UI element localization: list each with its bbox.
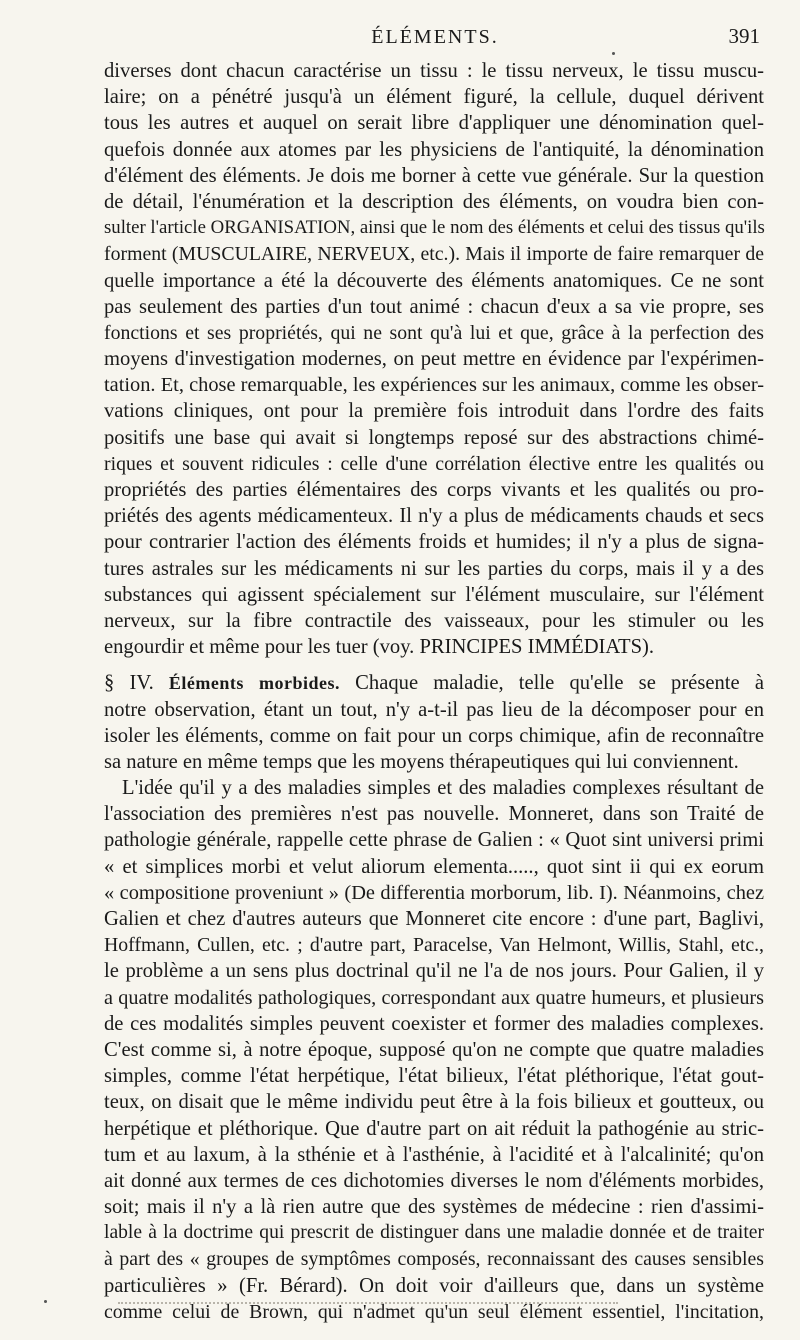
text-line: diverses dont chacun caractérise un tissu : le tissu nerveux, le tissu muscu- [104,60,764,82]
text-line: propriétés des parties élémentaires des corps vivants et les qualités ou pro- [104,479,764,501]
text-line: ait donné aux termes de ces dichotomies diverses le nom d'éléments morbides, [104,1169,764,1192]
text-run: Chaque maladie, telle qu'elle se présente à [355,672,764,695]
paragraph-3 [104,775,764,1325]
text-line: engourdir et même pour les tuer (voy. PRINCIPES IMMÉDIATS). [104,636,655,659]
text-line: d'élément des éléments. Je dois me borner à cette vue générale. Sur la question [104,164,764,187]
section-title: Éléments morbides. [168,673,340,694]
running-title: ÉLÉMENTS. [371,26,499,48]
section-heading-line [104,670,764,696]
text-line: tum et au laxum, à la sthénie et à l'asthénie, à l'acidité et à l'alcalinité; qu'on [104,1143,764,1166]
text-line: le problème a un sens plus doctrinal qu'il ne l'a de nos jours. Pour Galien, il y [104,960,764,983]
text-line: tous les autres et auquel on serait libre d'appliquer une dénomination quel- [104,112,764,135]
text-line: laire; on a pénétré jusqu'à un élément figuré, la cellule, duquel dérivent [104,86,764,109]
text-line: Galien et chez d'autres auteurs que Monneret cite encore : d'une part, Baglivi, [104,908,764,930]
text-line: quefois donnée aux atomes par les physiciens de l'antiquité, la dénomination [104,138,764,161]
print-speck [612,52,615,55]
text-line: Hoffmann, Cullen, etc. ; d'autre part, Paracelse, Van Helmont, Willis, Stahl, etc., [104,934,764,957]
text-line: sa nature en même temps que les moyens thérapeutiques qui lui conviennent. [104,750,739,773]
text-line: L'idée qu'il y a des maladies simples et des maladies complexes résultant de [122,777,764,800]
text-line: positifs une base qui avait si longtemps reposé sur des abstractions chimé- [104,426,764,449]
text-line: à part des « groupes de symptômes composés, reconnaissant des causes sensibles [104,1248,764,1271]
running-header [100,22,770,52]
section-number: § IV. [104,672,154,695]
text-line: notre observation, étant un tout, n'y a-t-il pas lieu de la décomposer pour en [104,698,764,721]
text-line: C'est comme si, à notre époque, supposé qu'on ne compte que quatre maladies [104,1038,764,1061]
text-line: lable à la doctrime qui prescrit de distinguer dans une maladie donnée et de traiter [104,1222,764,1244]
text-line: moyens d'investigation modernes, on peut mettre en évidence par l'expérimen- [104,348,764,371]
text-line: pathologie générale, rappelle cette phrase de Galien : « Quot sint universi primi [104,829,764,852]
text-line: comme celui de Brown, qui n'admet qu'un seul élément essentiel, l'incitation, [104,1300,764,1323]
text-line: a quatre modalités pathologiques, correspondant aux quatre humeurs, et plusieurs [104,986,764,1009]
text-line: riques et souvent ridicules : celle d'une corrélation élective entre les qualités ou [104,452,764,475]
paragraph-spacer [104,660,764,670]
text-line: forment (MUSCULAIRE, NERVEUX, etc.). Mais il importe de faire remarquer de [104,243,764,266]
page-body [104,58,764,1325]
text-line: nerveux, sur la fibre contractile des vaisseaux, pour les stimuler ou les [104,609,764,632]
text-line: « compositione proveniunt » (De differentia morborum, lib. I). Néanmoins, chez [104,881,764,904]
text-line: soit; mais il n'y a là rien autre que des systèmes de médecine : rien d'assimi- [104,1196,764,1219]
text-line: sulter l'article ORGANISATION, ainsi que le nom des éléments et celui des tissus qu'ils [104,217,765,239]
text-line: isoler les éléments, comme on fait pour un corps chimique, afin de reconnaître [104,724,764,747]
text-line: de ces modalités simples peuvent coexister et former des maladies complexes. [104,1012,764,1035]
text-line: herpétique et pléthorique. Que d'autre part on ait réduit la pathogénie au stric- [104,1117,764,1140]
text-line: tation. Et, chose remarquable, les expériences sur les animaux, comme les obser- [104,374,764,397]
text-line: vations cliniques, ont pour la première fois introduit dans l'ordre des faits [104,400,764,423]
text-line: pour contrarier l'action des éléments froids et humides; il n'y a plus de signa- [104,531,764,554]
faded-footer-rule [118,1302,618,1304]
page-number: 391 [728,24,760,48]
text-line: fonctions et ses propriétés, qui ne sont qu'à lui et que, grâce à la perfection des [104,321,764,344]
paragraph-1 [104,58,764,660]
text-line: tures astrales sur les médicaments ni sur les parties du corps, mais il y a des [104,557,764,580]
text-line: substances qui agissent spécialement sur l'élément musculaire, sur l'élément [104,583,764,606]
section-iv [104,670,764,775]
text-line: de détail, l'énumération et la description des éléments, on voudra bien con- [104,190,764,213]
text-line: teux, on disait que le même individu peut être à la fois bilieux et goutteux, ou [104,1091,764,1114]
print-speck [44,1300,47,1303]
text-line: quelle importance a été la découverte des éléments anatomiques. Ce ne sont [104,269,764,292]
text-line: particulières » (Fr. Bérard). On doit voir d'ailleurs que, dans un système [104,1274,764,1297]
text-line: priétés des agents médicamenteux. Il n'y a plus de médicaments chauds et secs [104,505,764,528]
text-line: pas seulement des parties d'un tout animé : chacun d'eux a sa vie propre, ses [104,295,764,318]
text-line: « et simplices morbi et velut aliorum elementa....., quot sint ii qui ex eorum [104,855,764,878]
text-line: simples, comme l'état herpétique, l'état bilieux, l'état pléthorique, l'état gout- [104,1065,764,1088]
text-line: l'association des premières n'est pas nouvelle. Monneret, dans son Traité de [104,803,764,826]
